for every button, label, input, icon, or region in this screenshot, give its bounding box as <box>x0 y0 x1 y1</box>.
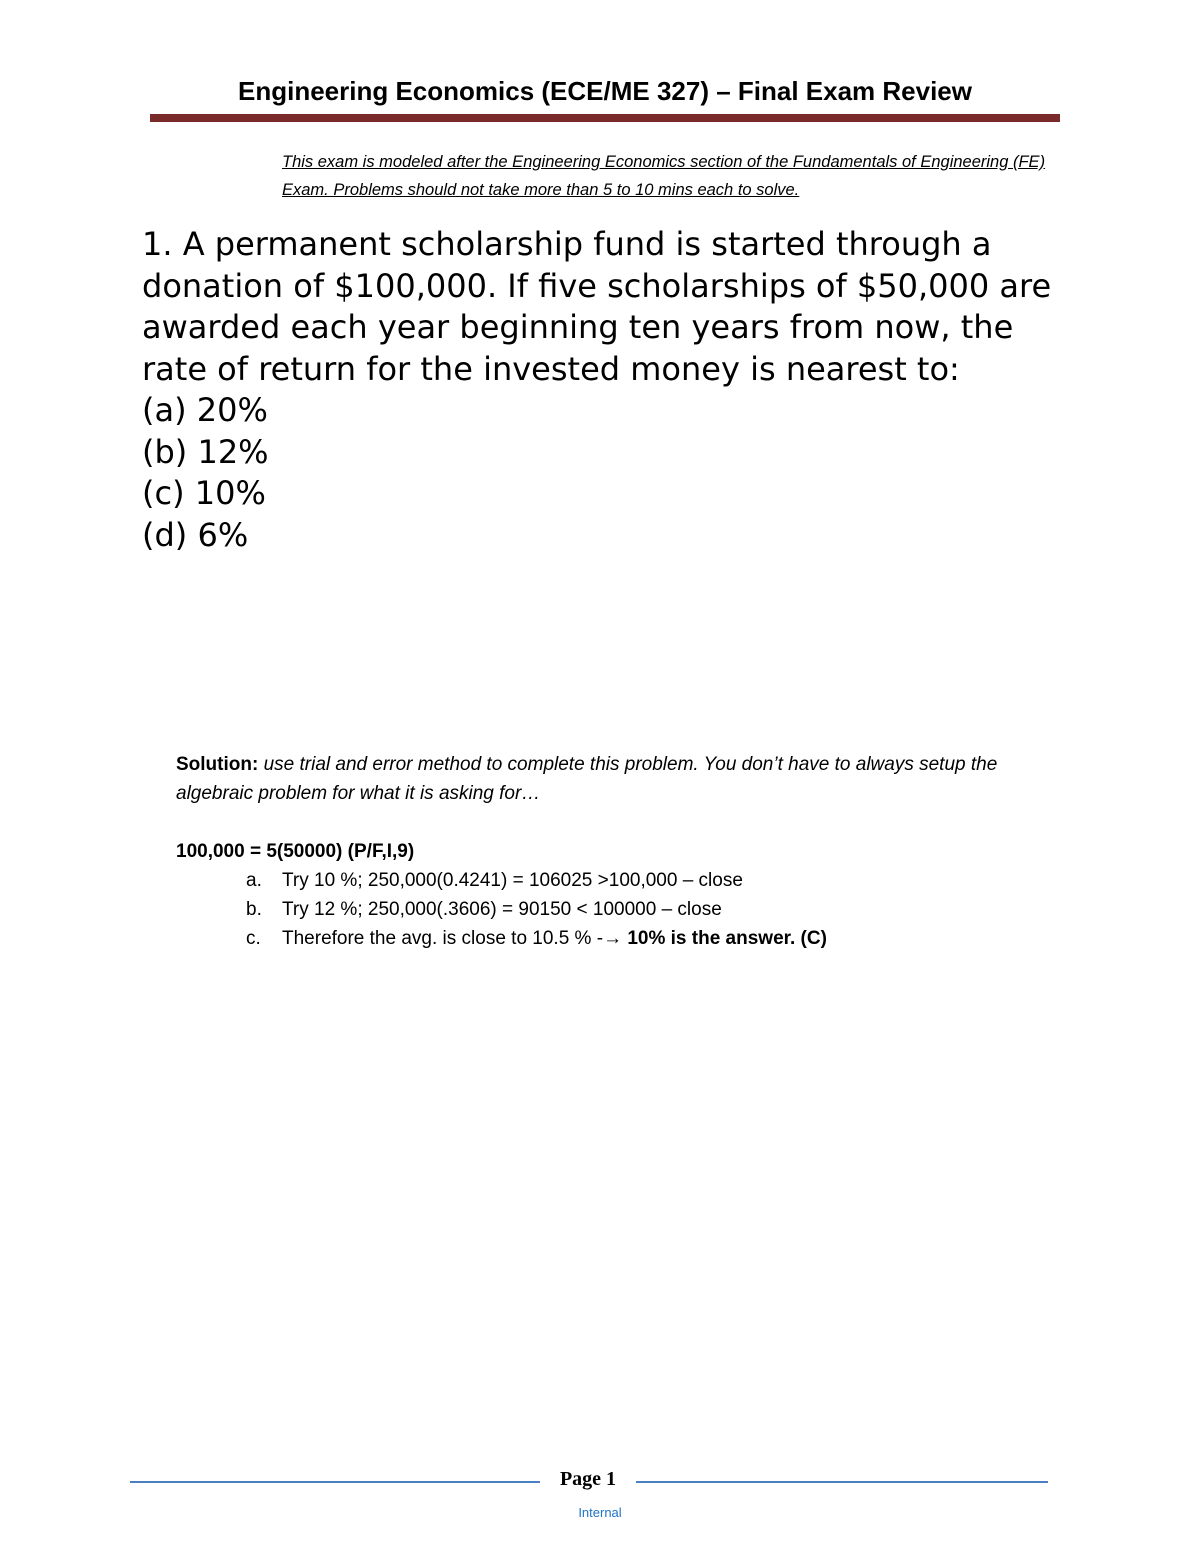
option-c: (c) 10% <box>142 474 266 512</box>
footer-rule-left <box>130 1481 540 1483</box>
spacer <box>176 808 1036 837</box>
step-marker: b. <box>246 899 262 920</box>
page-number: Page 1 <box>559 1468 617 1490</box>
step-marker: a. <box>246 870 262 891</box>
exam-note: This exam is modeled after the Engineering Economics section of the Fundamentals of Engineering (FE) Exam. Problems should not take more than 5 to 10 mins each to solve. <box>282 153 1046 199</box>
classification-label: Internal <box>578 1505 622 1520</box>
solution-equation <box>176 837 1036 866</box>
solution-steps <box>176 866 1036 953</box>
question-text: 1. A permanent scholarship fund is started through a donation of $100,000. If five scholarships of $50,000 are awarded each year beginning ten years from now, the rate of return for the invested money is nearest to: <box>142 225 1052 388</box>
option-a: (a) 20% <box>142 391 268 429</box>
solution-intro-text: use trial and error method to complete this problem. You don’t have to always setup the algebraic problem for what it is asking for… <box>176 754 998 804</box>
step-text: Try 12 %; 250,000(.3606) = 90150 < 100000 – close <box>282 899 722 920</box>
title-divider <box>150 114 1060 122</box>
answer-options <box>142 390 1072 556</box>
step-marker: c. <box>246 928 261 949</box>
final-answer: 10% is the answer. (C) <box>627 928 827 949</box>
document-title: Engineering Economics (ECE/ME 327) – Final Exam Review <box>237 76 972 106</box>
solution-step <box>176 895 1036 924</box>
option-d: (d) 6% <box>142 515 249 554</box>
solution-block <box>176 750 1036 953</box>
step-text: Therefore the avg. is close to 10.5 % - <box>282 928 604 949</box>
equation-text: 100,000 = 5(50000) (P/F,I,9) <box>176 841 415 862</box>
solution-step <box>176 924 1036 953</box>
option-b: (b) 12% <box>142 432 269 471</box>
arrow-icon: → <box>603 928 623 949</box>
solution-step <box>176 866 1036 895</box>
question-block <box>142 224 1072 556</box>
solution-intro <box>176 750 1036 808</box>
solution-label: Solution: <box>176 754 259 775</box>
step-text: Try 10 %; 250,000(0.4241) = 106025 >100,000 – close <box>282 870 743 891</box>
footer-rule-right <box>636 1481 1048 1483</box>
